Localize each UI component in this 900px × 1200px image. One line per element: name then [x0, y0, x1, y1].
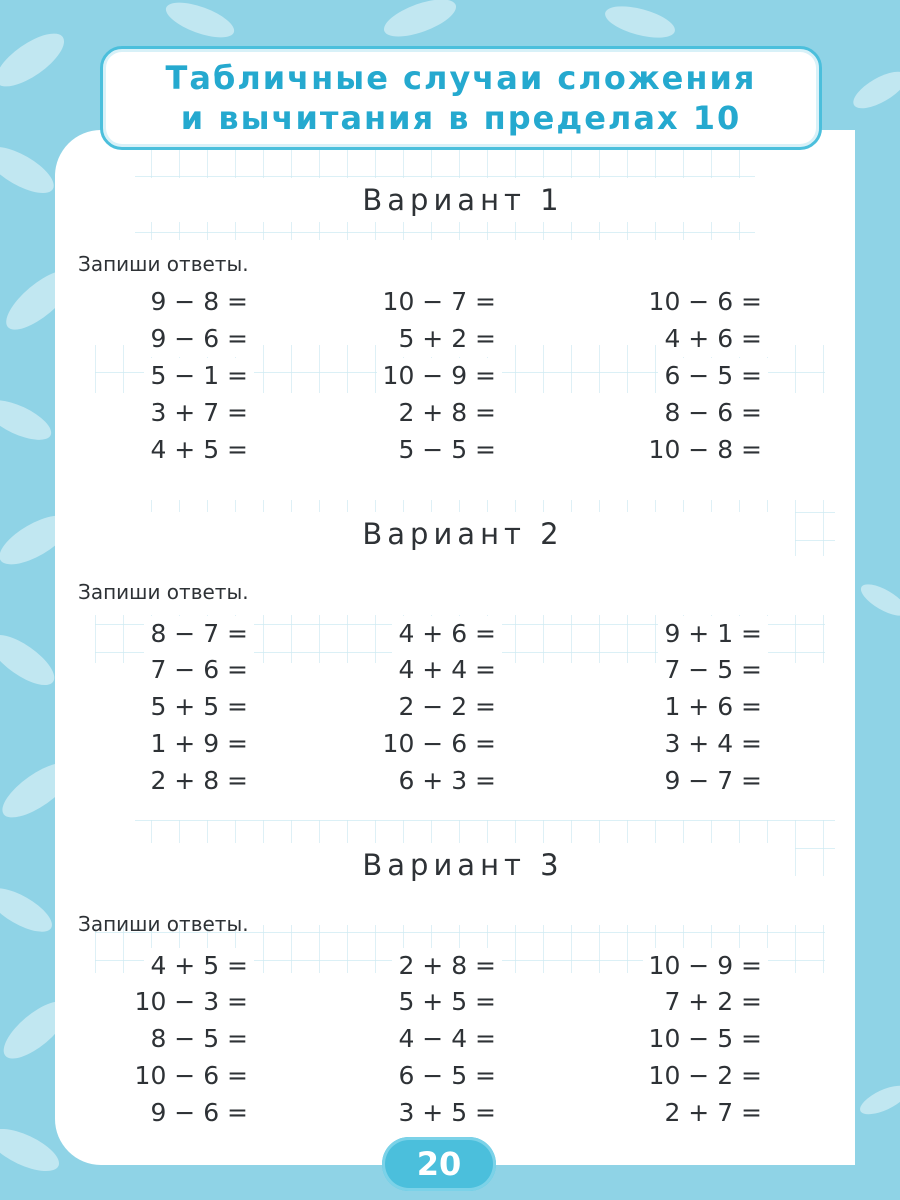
exercise: 4 − 4 = [392, 1021, 502, 1057]
exercise: 9 − 6 = [144, 1095, 254, 1131]
exercise: 5 − 1 = [144, 358, 254, 394]
exercise: 1 + 6 = [658, 689, 768, 725]
exercise: 1 + 9 = [144, 726, 254, 762]
exercise: 3 + 5 = [392, 1095, 502, 1131]
exercise: 3 + 4 = [658, 726, 768, 762]
exercise: 10 − 6 = [377, 726, 502, 762]
exercise: 9 − 8 = [144, 284, 254, 320]
exercise: 4 + 6 = [658, 321, 768, 357]
exercise: 10 − 9 = [643, 948, 768, 984]
exercise: 8 − 5 = [144, 1021, 254, 1057]
exercise: 10 − 2 = [643, 1058, 768, 1094]
exercise: 5 + 5 = [144, 689, 254, 725]
exercise: 5 + 2 = [392, 321, 502, 357]
exercise: 10 − 6 = [129, 1058, 254, 1094]
title-line-2: и вычитания в пределах 10 [180, 99, 742, 137]
exercise: 10 − 7 = [377, 284, 502, 320]
exercise: 4 + 6 = [392, 616, 502, 652]
title-banner [100, 46, 822, 150]
exercise: 6 − 5 = [658, 358, 768, 394]
exercise: 10 − 5 = [643, 1021, 768, 1057]
page-number-badge: 20 [382, 1137, 496, 1191]
exercise: 8 − 6 = [658, 395, 768, 431]
exercise: 9 − 7 = [658, 763, 768, 799]
exercise: 10 − 9 = [377, 358, 502, 394]
exercise: 6 − 5 = [392, 1058, 502, 1094]
exercise: 9 − 6 = [144, 321, 254, 357]
exercise: 4 + 5 = [144, 948, 254, 984]
exercise: 8 − 7 = [144, 616, 254, 652]
variant-3-instruction: Запиши ответы. [78, 912, 249, 936]
variant-1-instruction: Запиши ответы. [78, 252, 249, 276]
variant-1-heading: Вариант 1 [131, 178, 795, 222]
exercise: 5 + 5 = [392, 984, 502, 1020]
variant-2-heading: Вариант 2 [131, 512, 795, 556]
exercise: 4 + 4 = [392, 652, 502, 688]
exercise: 4 + 5 = [144, 432, 254, 468]
exercise: 9 + 1 = [658, 616, 768, 652]
variant-2-instruction: Запиши ответы. [78, 580, 249, 604]
exercise: 6 + 3 = [392, 763, 502, 799]
exercise: 2 + 7 = [658, 1095, 768, 1131]
exercise: 2 + 8 = [392, 395, 502, 431]
exercise: 10 − 8 = [643, 432, 768, 468]
variant-3-heading: Вариант 3 [131, 843, 795, 887]
exercise: 2 + 8 = [392, 948, 502, 984]
exercise: 5 − 5 = [392, 432, 502, 468]
exercise: 2 + 8 = [144, 763, 254, 799]
title-line-1: Табличные случаи сложения [165, 59, 757, 97]
exercise: 7 − 5 = [658, 652, 768, 688]
exercise: 7 + 2 = [658, 984, 768, 1020]
exercise: 3 + 7 = [144, 395, 254, 431]
exercise: 10 − 3 = [129, 984, 254, 1020]
exercise: 2 − 2 = [392, 689, 502, 725]
exercise: 7 − 6 = [144, 652, 254, 688]
exercise: 10 − 6 = [643, 284, 768, 320]
